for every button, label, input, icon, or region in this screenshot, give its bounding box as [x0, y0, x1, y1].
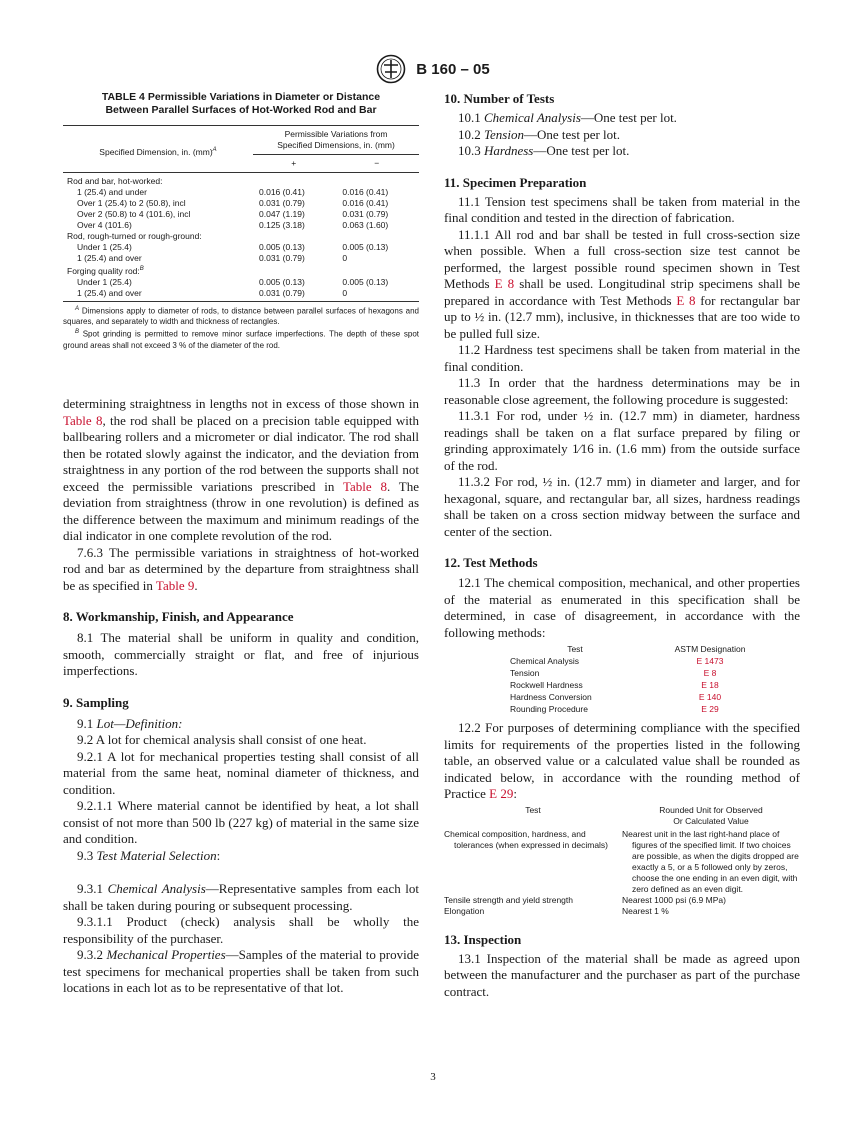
table9-link[interactable]: Table 9	[155, 577, 195, 593]
table4-footnote-b: $^B$ Spot grinding is permitted to remove minor surface imperfections. The depth of these spot ground areas shall not exceed 3 % of the diameter of the rod.	[63, 329, 419, 351]
page-header	[0, 54, 866, 84]
table4-row-label: Over 2 (50.8) to 4 (101.6), incl	[77, 209, 191, 219]
para-11-1-1: 11.1.1 All rod and bar shall be tested in full cross-section size when possible. When a full cross-section size test cannot be performed, the largest possible round specimen shown in Test Methods E 8 shall be used. Longitudinal strip specimens shall be prepared in accordance with Test Methods E 8 for rectangular bar up to ½ in. (12.7 mm), inclusive, in thicknesses that are too wide to be pulled full size.	[444, 226, 800, 341]
rounding-row-unit: Nearest unit in the last right-hand place of figures of the specified limit. If two choices are possible, as when the digits dropped are exactly a 5, or a 5 followed only by zeros, choose the one ending in an even digit, with zero defined as an even digit.	[622, 828, 799, 894]
para-8-1: 8.1 The material shall be uniform in quality and condition, smooth, commercially straight or flat, and free of injurious imperfections.	[63, 630, 419, 678]
rounding-row-test: Tensile strength and yield strength	[444, 894, 573, 905]
methods-row-test: Rounding Procedure	[510, 704, 588, 714]
methods-row-astm-link[interactable]: E 1473	[696, 656, 724, 666]
document-designation: B 160 – 05	[416, 60, 490, 78]
table4-row-minus	[334, 173, 419, 188]
para-10-2: 10.2 Tension—One test per lot.	[458, 126, 621, 142]
para-13-1: 13.1 Inspection of the material shall be made as agreed upon between the manufacturer and the purchaser as part of the purchase contract.	[444, 950, 800, 999]
table4-row-minus	[334, 231, 419, 242]
para-9-1: 9.1 Lot—Definition:	[77, 715, 183, 731]
table4-col-perm: Permissible Variations from Specified Dimensions, in. (mm)	[253, 126, 419, 155]
section-13-heading: 13. Inspection	[444, 931, 522, 947]
methods-table	[510, 643, 780, 715]
table4-row-label: 1 (25.4) and over	[77, 253, 142, 263]
table4-row-label: 1 (25.4) and under	[77, 187, 147, 197]
para-9-3: 9.3 Test Material Selection:	[77, 847, 221, 863]
para-11-1: 11.1 Tension test specimens shall be taken from material in the final condition and tested in the direction of fabrication.	[444, 193, 800, 225]
table4-row-label: Under 1 (25.4)	[77, 242, 132, 252]
section-11-heading: 11. Specimen Preparation	[444, 174, 587, 190]
methods-row	[510, 691, 780, 703]
table8-link[interactable]: Table 8	[342, 478, 387, 494]
para-9-2-1: 9.2.1 A lot for mechanical properties testing shall consist of all material from the same heat, nominal diameter of thickness, and condition.	[63, 748, 419, 797]
para-12-2: 12.2 For purposes of determining compliance with the specified limits for requirements of the properties listed in the following table, an observed value or a calculated value shall be rounded as indicated below, in accordance with the rounding method of Practice E 29:	[444, 720, 800, 801]
table4-row	[63, 187, 419, 198]
para-9-2-1-1: 9.2.1.1 Where material cannot be identified by heat, a lot shall consist of not more than 500 lb (227 kg) of material in the same size and condition.	[63, 798, 419, 846]
methods-row-test: Hardness Conversion	[510, 692, 592, 702]
methods-row-astm-link[interactable]: E 140	[698, 692, 722, 702]
para-9-3-1-1: 9.3.1.1 Product (check) analysis shall be wholly the responsibility of the purchaser.	[63, 914, 419, 946]
table4-row	[63, 288, 419, 299]
table4-row-plus: 0.031 (0.79)	[259, 287, 305, 298]
rounding-row-unit: Nearest 1 %	[622, 905, 669, 916]
table4-row-minus: 0.016 (0.41)	[342, 198, 389, 208]
table8-link[interactable]: Table 8	[63, 412, 103, 428]
table4-footnote-a: $^A$ Dimensions apply to diameter of rods, to distance between parallel surfaces of hexagons and squares, and separately to width and thickness of rectangles.	[63, 305, 419, 327]
para-7-6-3: 7.6.3 The permissible variations in straightness of hot-worked rod and bar as determined by the departure from straightness shall be as specified in Table 9.	[63, 544, 419, 593]
table4-row-label: Rod and bar, hot-worked:	[67, 176, 163, 186]
left-column	[63, 91, 420, 995]
table4-row-minus: 0	[342, 253, 348, 263]
methods-row-astm-link[interactable]: E 18	[701, 680, 719, 690]
table4-row-minus: 0.063 (1.60)	[342, 220, 389, 230]
section-12-heading: 12. Test Methods	[444, 555, 538, 570]
rounding-row-test: Chemical composition, hardness, and tolerances (when expressed in decimals)	[444, 828, 609, 850]
table4-row-plus: 0.047 (1.19)	[259, 209, 305, 219]
table4-row	[63, 277, 419, 288]
para-12-1: 12.1 The chemical composition, mechanical, and other properties of the material as enumerated in this specification shall be determined, in case of disagreement, in accordance with the following methods:	[444, 575, 800, 640]
astm-logo-icon	[376, 54, 406, 84]
table4-row	[63, 198, 419, 209]
table4-row-plus	[253, 264, 334, 277]
table4-row-plus: 0.005 (0.13)	[259, 242, 305, 252]
table4-row-plus: 0.005 (0.13)	[259, 276, 305, 287]
table4-row-minus: 0.005 (0.13)	[342, 242, 389, 252]
straightness-paragraph: determining straightness in lengths not in excess of those shown in Table 8, the rod shall be placed on a precision table equipped with ballbearing rollers and a micrometer or dial indicator. The rod shall then be rotated slowly against the indicator, and the deviation from straightness in any portion of the rod between the supports shall not exceed the permissible variations prescribed in Table 8. The deviation from straightness (throw in one revolution) is defined as the difference between the maximum and minimum readings of the dial indicator in one complete revolution of the rod.	[63, 396, 420, 543]
table4-row-label: Rod, rough-turned or rough-ground:	[67, 231, 202, 241]
rounding-table	[444, 805, 800, 917]
rounding-row-unit: Nearest 1000 psi (6.9 MPa)	[622, 894, 726, 905]
table4-row-plus: 0.125 (3.18)	[259, 220, 305, 230]
table4-row	[63, 220, 419, 231]
methods-row	[510, 667, 780, 679]
table4-row-minus: 0.005 (0.13)	[342, 276, 389, 287]
methods-col-test: Test	[567, 644, 583, 654]
table4-row-minus: 0	[342, 287, 348, 298]
methods-col-astm: ASTM Designation	[674, 644, 746, 654]
para-11-3-1: 11.3.1 For rod, under ½ in. (12.7 mm) in diameter, hardness readings shall be taken on a flat surface prepared by filing or grinding approximately 1⁄16 in. (1.6 mm) from the outside surface of the rod.	[444, 408, 800, 473]
para-9-2: 9.2 A lot for chemical analysis shall consist of one heat.	[77, 732, 367, 747]
table4-row-label: Forging quality rod:$^B$	[67, 265, 144, 276]
right-column	[444, 91, 800, 1000]
table4-plus-header: +	[291, 158, 297, 168]
methods-row	[510, 655, 780, 667]
para-9-3-2: 9.3.2 Mechanical Properties—Samples of the material to provide test specimens for mechanical properties shall be taken from such locations in each lot as to be representative of that lot.	[63, 947, 419, 995]
para-11-2: 11.2 Hardness test specimens shall be taken from material in the final condition.	[444, 342, 800, 374]
table4-row	[63, 264, 419, 277]
page-number: 3	[430, 1071, 436, 1083]
table4-row-plus: 0.031 (0.79)	[259, 198, 305, 208]
para-9-3-1: 9.3.1 Chemical Analysis—Representative samples from each lot shall be taken during pouring or subsequent processing.	[63, 881, 420, 913]
table4-row-label: Under 1 (25.4)	[77, 276, 132, 287]
table4-row-label: Over 4 (101.6)	[77, 220, 132, 230]
table4-col-spec: Specified Dimension, in. (mm)$^A$	[99, 146, 217, 157]
section-8-heading: 8. Workmanship, Finish, and Appearance	[63, 609, 294, 624]
table4-row-minus: 0.031 (0.79)	[342, 209, 389, 219]
e29-link[interactable]: E 29	[489, 786, 514, 801]
table4	[63, 125, 419, 299]
para-11-3: 11.3 In order that the hardness determinations may be in reasonable close agreement, the following procedure is suggested:	[444, 375, 800, 407]
methods-row-test: Tension	[510, 668, 540, 678]
rounding-col-unit: Rounded Unit for Observed Or Calculated Value	[659, 804, 763, 826]
e8-link[interactable]: E 8	[494, 276, 515, 291]
rounding-row-test: Elongation	[444, 905, 485, 916]
table4-row	[63, 253, 419, 264]
table4-row	[63, 173, 419, 188]
table4-row	[63, 242, 419, 253]
table4-row-plus: 0.016 (0.41)	[259, 187, 305, 197]
table4-minus-header: −	[374, 158, 380, 168]
methods-row-test: Rockwell Hardness	[510, 680, 583, 690]
table4-footnotes	[63, 301, 419, 351]
table4-row-plus: 0.031 (0.79)	[259, 253, 305, 263]
table4-row-plus	[253, 173, 334, 188]
para-10-3: 10.3 Hardness—One test per lot.	[458, 143, 630, 158]
methods-row	[510, 679, 780, 691]
table4-row	[63, 231, 419, 242]
methods-row-astm-link[interactable]: E 8	[703, 668, 717, 678]
section-10-heading: 10. Number of Tests	[444, 91, 555, 106]
table4-row-minus: 0.016 (0.41)	[342, 187, 389, 197]
table4-row-label: 1 (25.4) and over	[77, 287, 142, 298]
table4-title: TABLE 4 Permissible Variations in Diameter or Distance Between Parallel Surfaces of Hot-Worked Rod and Bar	[101, 91, 381, 116]
section-9-heading: 9. Sampling	[63, 694, 129, 710]
para-11-3-2: 11.3.2 For rod, ½ in. (12.7 mm) in diameter and larger, and for hexagonal, square, and rectangular bar, all sizes, hardness readings shall be taken on a cross section midway between the surface and center of the section.	[444, 474, 800, 539]
rounding-col-test: Test	[525, 804, 541, 815]
table4-row-plus	[253, 231, 334, 242]
table4-row	[63, 209, 419, 220]
para-10-1: 10.1 Chemical Analysis—One test per lot.	[458, 110, 677, 125]
e8-link[interactable]: E 8	[676, 292, 696, 308]
methods-row	[510, 703, 780, 715]
table4-row-label: Over 1 (25.4) to 2 (50.8), incl	[77, 198, 186, 208]
table4-row-minus	[334, 264, 419, 277]
methods-row-astm-link[interactable]: E 29	[701, 704, 719, 714]
methods-row-test: Chemical Analysis	[510, 656, 579, 666]
